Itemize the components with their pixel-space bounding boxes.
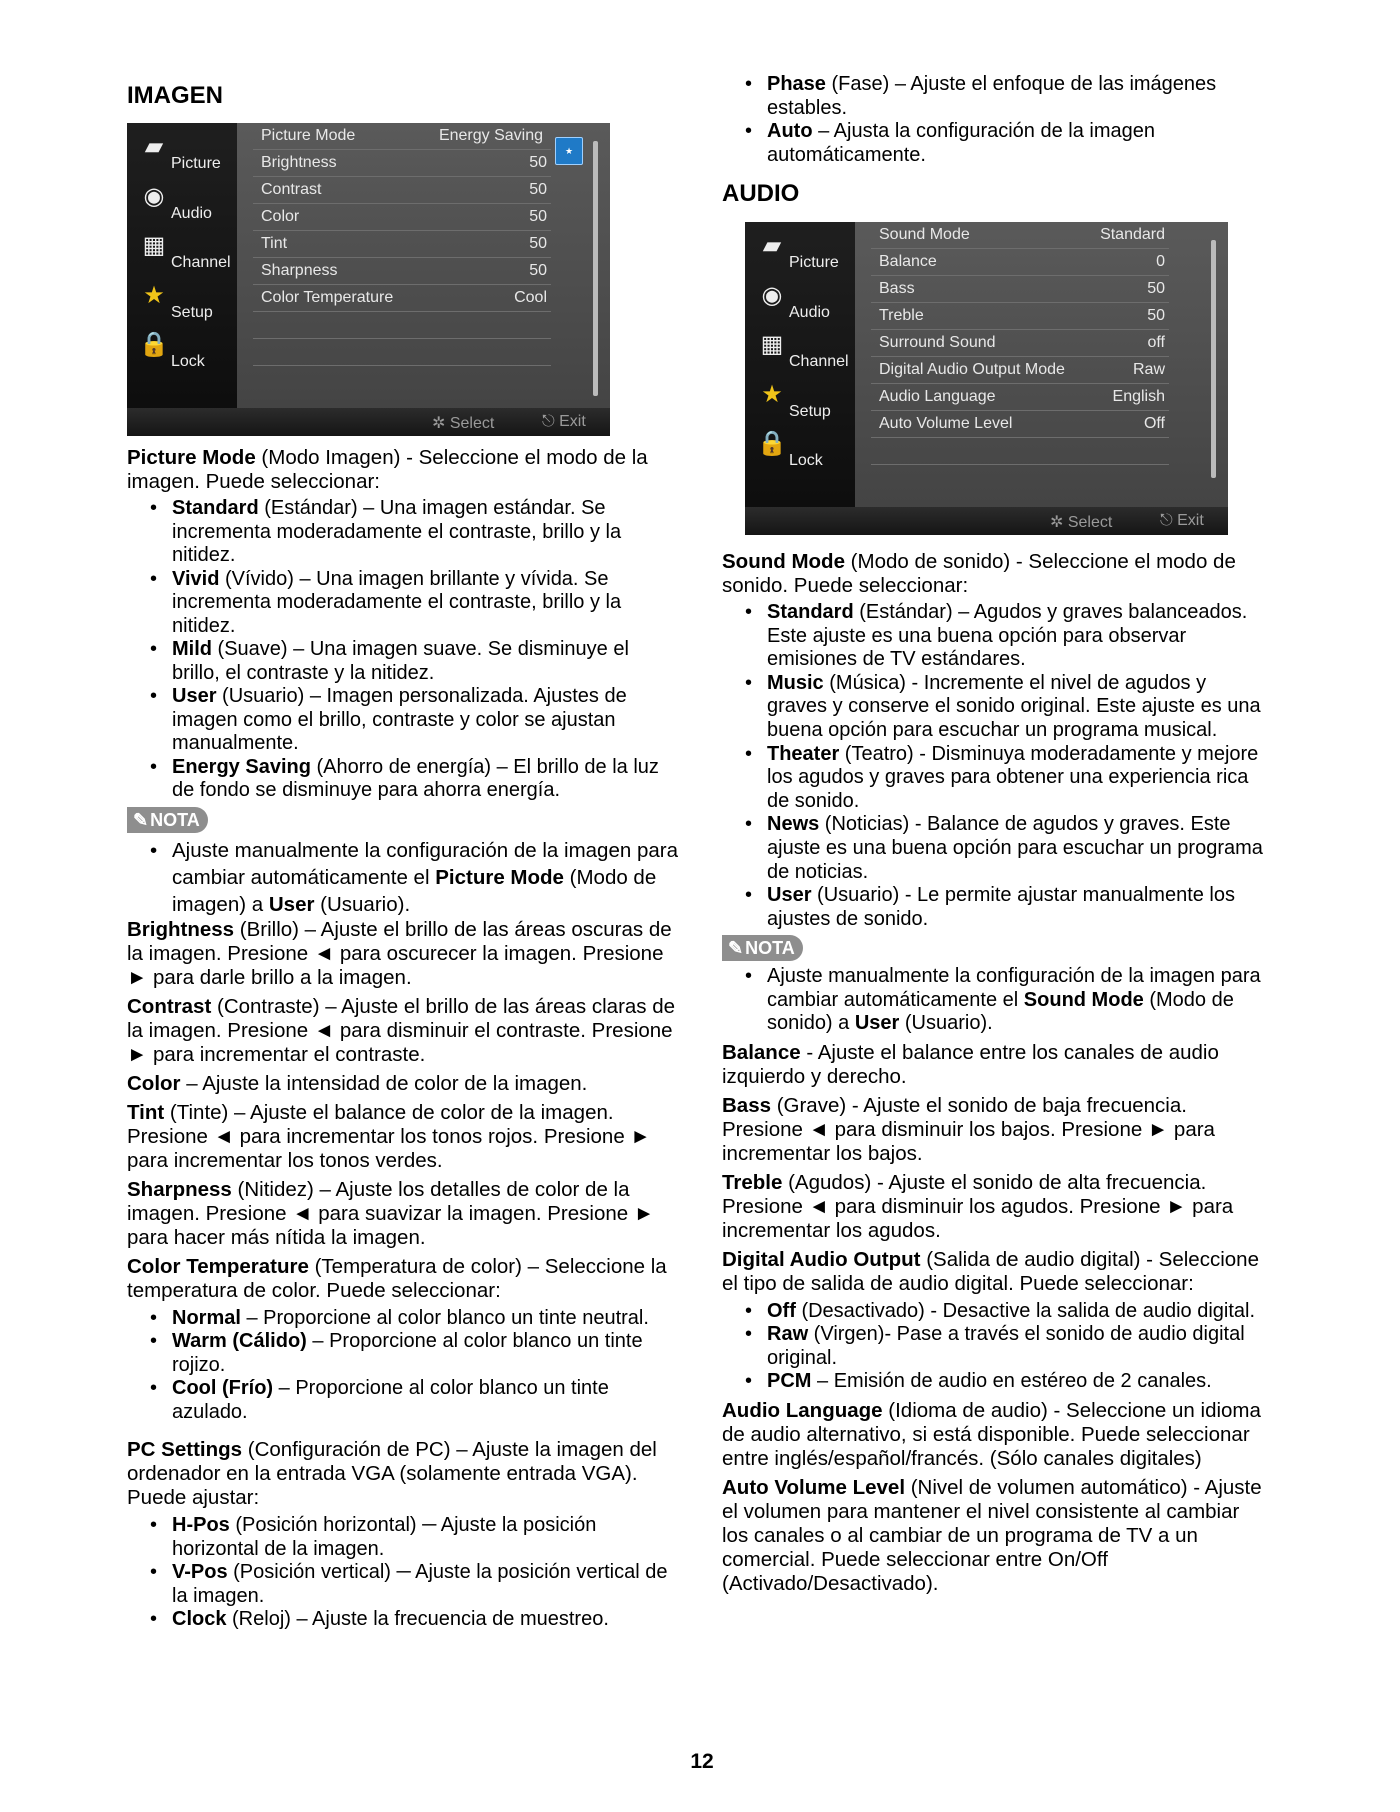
list-item: • Cool (Frío) – Proporcione al color blanco un tinte azulado. [172,1377,682,1424]
menu-row [253,231,551,258]
menu-row [871,303,1169,330]
list-item: • User (Usuario) – Imagen personalizada. Ajustes de imagen como el brillo, contraste y color se ajustan manualmente. [172,685,682,756]
menu-row-value: 50 [1147,307,1165,324]
list-item: • H-Pos (Posición horizontal) ─ Ajuste la posición horizontal de la imagen. [172,1514,682,1561]
menu-row-value: Cool [514,289,547,306]
digital-audio-output-paragraph: Digital Audio Output (Salida de audio digital) - Seleccione el tipo de salida de audio digital. Puede seleccionar: [722,1247,1259,1295]
pc-settings-list [127,1514,682,1632]
menu-row [253,285,551,312]
menu-row-label: Surround Sound [879,334,996,351]
menu-row-value: 50 [529,181,547,198]
note-badge: ✎ NOTA [127,807,208,833]
menu-row [253,258,551,285]
channel-icon: ▦ [760,331,784,358]
note-item: • Ajuste manualmente la configuración de la imagen para cambiar automáticamente el Sound Mode (Modo de sonido) a User (Usuario). [767,965,1267,1036]
contrast-paragraph: Contrast (Contraste) – Ajuste el brillo de las áreas claras de la imagen. Presione ◄ para disminuir el contraste. Presione ► para incrementar el contraste. [127,994,676,1066]
list-item: • Warm (Cálido) – Proporcione al color blanco un tinte rojizo. [172,1330,682,1377]
menu-row-label: Sound Mode [879,226,970,243]
menu-sidebar-item-picture [745,232,855,280]
menu-footer [745,507,1228,535]
menu-sidebar-label: Picture [789,254,839,271]
menu-row-empty [871,438,1169,465]
list-item: • Standard (Estándar) – Una imagen estándar. Se incrementa moderadamente el contraste, brillo y la nitidez. [172,497,682,568]
list-item: • User (Usuario) - Le permite ajustar manualmente los ajustes de sonido. [767,884,1267,931]
menu-row-label: Digital Audio Output Mode [879,361,1065,378]
menu-footer [127,408,610,436]
menu-row-value: Raw [1132,361,1165,378]
pc-settings-list-continued [722,73,1267,167]
select-hint: ✲ Select [432,415,495,432]
list-item: • Vivid (Vívido) – Una imagen brillante y vívida. Se incrementa moderadamente el contraste, brillo y la nitidez. [172,568,682,639]
pencil-icon: ✎ [728,938,744,959]
list-item: • Clock (Reloj) – Ajuste la frecuencia de muestreo. [172,1608,682,1632]
menu-row-label: Tint [261,235,288,252]
menu-row-value: 50 [1147,280,1165,297]
select-hint: ✲ Select [1050,514,1113,531]
section-heading-imagen: IMAGEN [127,82,223,109]
color-temperature-list [127,1307,682,1425]
menu-row-label: Balance [879,253,937,270]
menu-row [253,204,551,231]
menu-row [871,357,1169,384]
menu-sidebar-item-audio [127,183,237,231]
list-item: • Mild (Suave) – Una imagen suave. Se disminuye el brillo, el contraste y la nitidez. [172,638,682,685]
auto-volume-level-paragraph: Auto Volume Level (Nivel de volumen automático) - Ajuste el volumen para mantener el nivel consistente al cambiar los canales o al cambiar de un programa de TV a un comercial. Puede seleccionar entre On/Off (Activado/Desactivado). [722,1475,1262,1595]
menu-sidebar-label: Audio [789,303,830,321]
menu-sidebar-item-lock [127,331,237,379]
menu-row-empty [253,339,551,366]
color-temperature-paragraph: Color Temperature (Temperatura de color) – Seleccione la temperatura de color. Puede seleccionar: [127,1254,667,1302]
exit-hint: ⎋ Exit [542,413,586,430]
menu-sidebar-label: Picture [171,155,221,172]
list-item: • Standard (Estándar) – Agudos y graves balanceados. Este ajuste es una buena opción para observar emisiones de TV estándares. [767,601,1267,672]
menu-row [253,150,551,177]
menu-row [253,123,551,150]
menu-row [871,411,1169,438]
menu-sidebar-item-setup [127,282,237,330]
list-item: • News (Noticias) - Balance de agudos y graves. Este ajuste es una buena opción para escuchar un programa de noticias. [767,813,1267,884]
menu-sidebar-label: Channel [171,254,231,271]
note-badge: ✎ NOTA [722,935,803,961]
color-paragraph: Color – Ajuste la intensidad de color de la imagen. [127,1071,588,1095]
menu-scrollbar [1211,240,1216,478]
menu-row-value: off [1147,334,1165,351]
menu-row [871,249,1169,276]
menu-sidebar-label: Setup [171,303,213,321]
menu-row-label: Bass [879,280,915,297]
menu-sidebar-label: Setup [789,402,831,420]
menu-row-label: Contrast [261,181,322,198]
note-item: • Ajuste manualmente la configuración de la imagen para cambiar automáticamente el Picture Mode (Modo de imagen) a User (Usuario). [172,837,682,918]
sound-mode-list [722,601,1267,931]
list-item: • Normal – Proporcione al color blanco un tinte neutral. [172,1307,682,1331]
menu-sidebar-item-lock [745,430,855,478]
menu-sidebar-item-picture [127,133,237,181]
menu-sidebar-label: Channel [789,353,849,370]
menu-row-value: Standard [1100,226,1165,243]
treble-paragraph: Treble (Agudos) - Ajuste el sonido de alta frecuencia. Presione ◄ para disminuir los agudos. Presione ► para incrementar los agudos. [722,1170,1234,1242]
menu-row-value: 50 [529,262,547,279]
channel-icon: ▦ [142,232,166,259]
list-item: • Energy Saving (Ahorro de energía) – El brillo de la luz de fondo se disminuye para ahorra energía. [172,756,682,803]
list-item: • Music (Música) - Incremente el nivel de agudos y graves y conserve el sonido original. Este ajuste es una buena opción para escuchar un programa musical. [767,672,1267,743]
menu-sidebar-label: Lock [789,452,823,469]
brightness-paragraph: Brightness (Brillo) – Ajuste el brillo de las áreas oscuras de la imagen. Presione ◄ para oscurecer la imagen. Presione ► para darle brillo a la imagen. [127,917,672,989]
lock-icon: 🔒 [139,331,169,358]
menu-row-label: Brightness [261,154,337,171]
menu-row-value: English [1112,388,1165,405]
list-item: • V-Pos (Posición vertical) ─ Ajuste la posición vertical de la imagen. [172,1561,682,1608]
menu-row-value: Energy Saving [438,127,543,144]
pc-settings-continued [722,73,1267,167]
energy-star-icon: ★ [555,137,583,165]
menu-sidebar [745,222,855,519]
menu-row-label: Color [261,208,300,225]
menu-row-label: Picture Mode [261,127,356,144]
menu-row-label: Auto Volume Level [879,415,1013,432]
pencil-icon: ✎ [133,809,149,830]
audio-language-paragraph: Audio Language (Idioma de audio) - Seleccione un idioma de audio alternativo, si está disponible. Puede seleccionar entre inglés/español/francés. (Sólo canales digitales) [722,1398,1261,1470]
lock-icon: 🔒 [757,430,787,457]
balance-paragraph: Balance - Ajuste el balance entre los canales de audio izquierdo y derecho. [722,1040,1219,1088]
menu-row [871,330,1169,357]
menu-sidebar-label: Lock [171,353,205,370]
picture-mode-section: Picture Mode (Modo Imagen) - Seleccione el modo de la imagen. Puede seleccionar: • Standard (Estándar) – Una imagen estándar. Se incrementa moderadamente el contraste, brillo y la nitidez. • Vivid (Vívido) – Una imagen brillante y vívida. Se incrementa moderadamente el contraste, brillo y la nitidez. • Mild (Suave) – Una imagen suave. Se disminuye el brillo, el contraste y la nitidez. • User (Usuario) – Imagen personalizada. Ajustes de imagen como el brillo, contraste y color se ajustan manualmente. • Energy Saving (Ahorro de energía) – El brillo de la luz de fondo se disminuye para ahorra energía. ✎ NOTA • Ajuste manualmente la configuración de la imagen para cambiar automáticamente el Picture Mode (Modo de imagen) a User (Usuario). Brightness (Brillo) – Ajuste el brillo de las áreas oscuras de la imagen. Presione ◄ para oscurecer la imagen. Presione ► para darle brillo a la imagen. Contrast (Contraste) – Ajuste el brillo de las áreas claras de la imagen. Presione ◄ para disminuir el contraste. Presione ► para incrementar el contraste. Color – Ajuste la intensidad de color de la imagen. Tint (Tinte) – Ajuste el balance de color de la imagen. Presione ◄ para incrementar los tonos rojos. Presione ► para incrementar los tonos verdes. Sharpness (Nitidez) – Ajuste los detalles de color de la imagen. Presione ◄ para suavizar la imagen. Presione ► para hacer más nítida la imagen. Color Temperature (Temperatura de color) – Seleccione la temperatura de color. Puede seleccionar: • Normal – Proporcione al color blanco un tinte neutral. • Warm (Cálido) – Proporcione al color blanco un tinte rojizo. • Cool (Frío) – Proporcione al color blanco un tinte azulado. PC Settings (Configuración de PC) – Ajuste la imagen del ordenador en la entrada VGA (solamente entrada VGA). Puede ajustar: • H-Pos (Posición horizontal) ─ Ajuste la posición horizontal de la imagen. • V-Pos (Posición vertical) ─ Ajuste la posición vertical de la imagen. • Clock (Reloj) – Ajuste la frecuencia de muestreo. [127,446,682,1632]
star-icon: ★ [761,380,783,408]
picture-mode-list [127,497,682,803]
menu-sidebar-label: Audio [171,204,212,222]
picture-icon: ▰ [762,232,782,259]
tint-paragraph: Tint (Tinte) – Ajuste el balance de color de la imagen. Presione ◄ para incrementar los tonos rojos. Presione ► para incrementar los tonos verdes. [127,1100,651,1172]
menu-row-value: 50 [529,235,547,252]
menu-scrollbar [593,141,598,396]
digital-audio-output-list [722,1300,1267,1394]
note-list [127,837,682,918]
section-heading-audio: AUDIO [722,180,800,207]
page-number: 12 [690,1750,714,1773]
bass-paragraph: Bass (Grave) - Ajuste el sonido de baja frecuencia. Presione ◄ para disminuir los bajos. Presione ► para incrementar los bajos. [722,1093,1215,1165]
menu-row [253,177,551,204]
list-item: • Off (Desactivado) - Desactive la salida de audio digital. [767,1300,1267,1324]
menu-main-panel [855,222,1228,507]
menu-row [871,276,1169,303]
menu-row-empty [253,312,551,339]
audio-menu-screenshot [745,222,1228,535]
picture-icon: ▰ [144,133,164,160]
pc-settings-paragraph: PC Settings (Configuración de PC) – Ajuste la imagen del ordenador en la entrada VGA (solamente entrada VGA). Puede ajustar: [127,1438,657,1509]
menu-row-label: Color Temperature [261,289,394,306]
speaker-icon: ◉ [761,281,783,309]
menu-row [871,222,1169,249]
menu-row-label: Sharpness [261,262,338,279]
menu-row-label: Treble [879,307,924,324]
menu-sidebar-item-audio [745,282,855,330]
menu-main-panel [237,123,610,408]
sound-mode-section: Sound Mode (Modo de sonido) - Seleccione el modo de sonido. Puede seleccionar: • Standard (Estándar) – Agudos y graves balanceados. Este ajuste es una buena opción para observar emisiones de TV estándares. • Music (Música) - Incremente el nivel de agudos y graves y conserve el sonido original. Este ajuste es una buena opción para escuchar un programa musical. • Theater (Teatro) - Disminuya moderadamente y mejore los agudos y graves para obtener una experiencia rica de sonido. • News (Noticias) - Balance de agudos y graves. Este ajuste es una buena opción para escuchar un programa de noticias. • User (Usuario) - Le permite ajustar manualmente los ajustes de sonido. ✎ NOTA • Ajuste manualmente la configuración de la imagen para cambiar automáticamente el Sound Mode (Modo de sonido) a User (Usuario). Balance - Ajuste el balance entre los canales de audio izquierdo y derecho. Bass (Grave) - Ajuste el sonido de baja frecuencia. Presione ◄ para disminuir los bajos. Presione ► para incrementar los bajos. Treble (Agudos) - Ajuste el sonido de alta frecuencia. Presione ◄ para disminuir los agudos. Presione ► para incrementar los agudos. Digital Audio Output (Salida de audio digital) - Seleccione el tipo de salida de audio digital. Puede seleccionar: • Off (Desactivado) - Desactive la salida de audio digital. • Raw (Virgen)- Pase a través el sonido de audio digital original. • PCM – Emisión de audio en estéreo de 2 canales. Audio Language (Idioma de audio) - Seleccione un idioma de audio alternativo, si está disponible. Puede seleccionar entre inglés/español/francés. (Sólo canales digitales) Auto Volume Level (Nivel de volumen automático) - Ajuste el volumen para mantener el nivel consistente al cambiar los canales o al cambiar de un programa de TV a un comercial. Puede seleccionar entre On/Off (Activado/Desactivado). [722,550,1267,1596]
menu-row-value: 0 [1156,253,1165,270]
menu-sidebar [127,123,237,420]
list-item: • PCM – Emisión de audio en estéreo de 2 canales. [767,1370,1267,1394]
exit-hint: ⎋ Exit [1160,512,1204,529]
menu-row-value: 50 [529,208,547,225]
menu-sidebar-item-channel [127,232,237,280]
speaker-icon: ◉ [143,182,165,210]
note-list [722,965,1267,1036]
menu-row-label: Audio Language [879,388,996,405]
menu-row-value: Off [1143,415,1165,432]
star-icon: ★ [143,281,165,309]
picture-menu-screenshot [127,123,610,436]
menu-sidebar-item-channel [745,331,855,379]
menu-row [871,384,1169,411]
menu-row-value: 50 [529,154,547,171]
sharpness-paragraph: Sharpness (Nitidez) – Ajuste los detalles de color de la imagen. Presione ◄ para suavizar la imagen. Presione ► para hacer más nítida la imagen. [127,1177,655,1249]
menu-sidebar-item-setup [745,381,855,429]
list-item: • Phase (Fase) – Ajuste el enfoque de las imágenes estables. [767,73,1267,120]
list-item: • Raw (Virgen)- Pase a través el sonido de audio digital original. [767,1323,1267,1370]
list-item: • Auto – Ajusta la configuración de la imagen automáticamente. [767,120,1267,167]
list-item: • Theater (Teatro) - Disminuya moderadamente y mejore los agudos y graves para obtener una experiencia rica de sonido. [767,743,1267,814]
